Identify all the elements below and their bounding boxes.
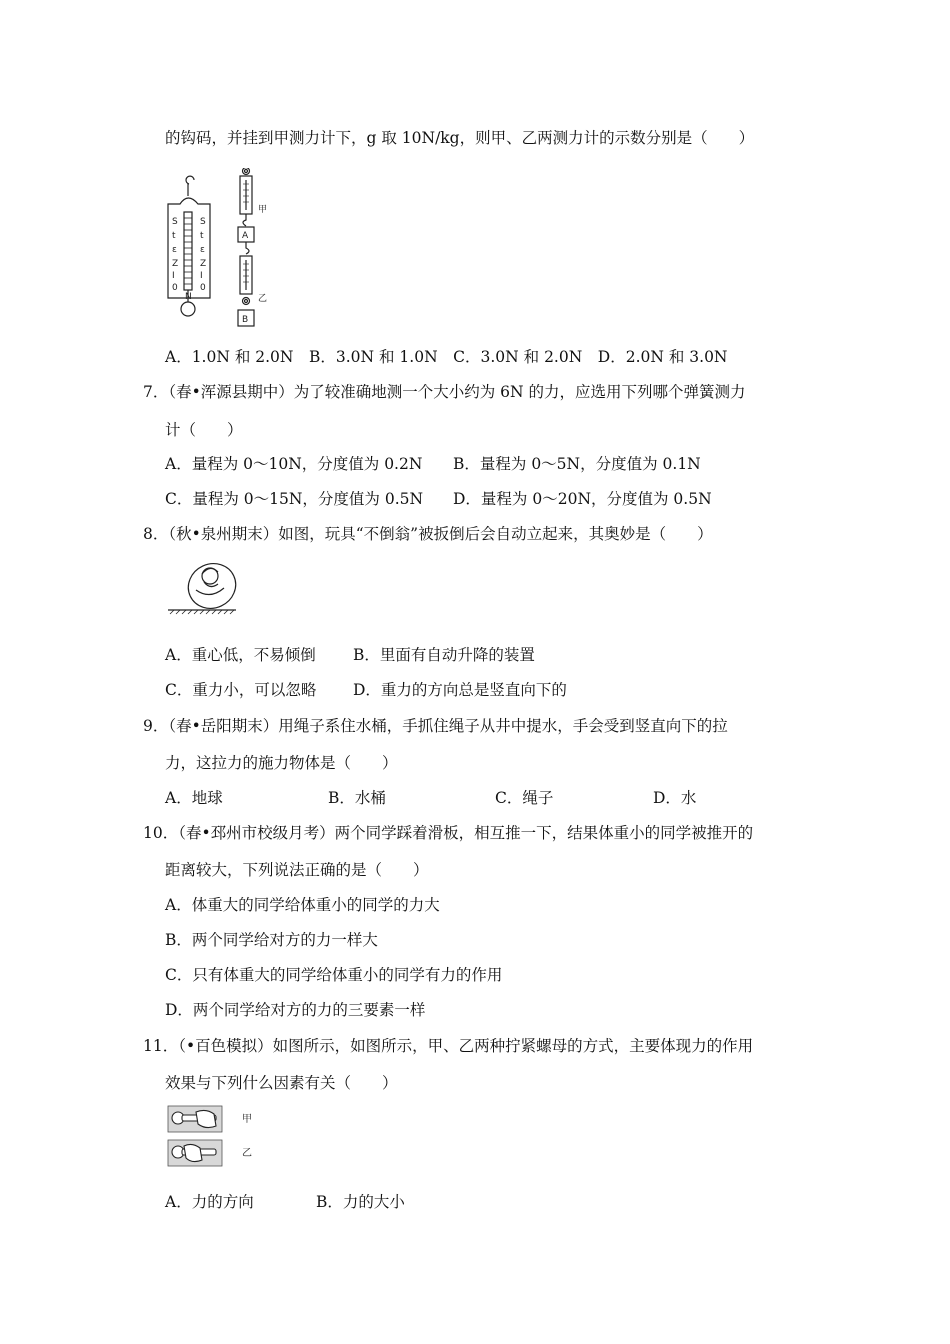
svg-text:S: S — [200, 217, 206, 227]
q11-option-b: B．力的大小 — [316, 1193, 405, 1211]
q9-line1: 9．（春•岳阳期末）用绳子系住水桶，手抓住绳子从井中提水，手会受到竖直向下的拉 — [143, 717, 728, 735]
spring-scale-svg — [162, 168, 282, 328]
q9-option-c: C．绳子 — [495, 789, 554, 807]
svg-text:I: I — [172, 271, 175, 281]
scale-yi-label: 乙 — [258, 294, 268, 304]
q7-option-d: D．量程为 0～20N，分度值为 0.5N — [453, 490, 712, 508]
q9-option-a: A．地球 — [165, 789, 223, 807]
scale-zero-label: 0 — [172, 283, 178, 293]
q7-option-b: B．量程为 0～5N，分度值为 0.1N — [453, 455, 701, 473]
svg-text:ε: ε — [172, 245, 177, 255]
q10-option-b: B．两个同学给对方的力一样大 — [165, 931, 378, 949]
scale-jia-label: 甲 — [258, 205, 268, 215]
q9-option-d: D．水 — [653, 789, 697, 807]
svg-text:t: t — [200, 231, 204, 241]
q7-line2: 计（ ） — [165, 421, 243, 439]
weight-a-label: A — [242, 231, 249, 241]
spring-scale-figure — [162, 168, 282, 328]
svg-text:Z: Z — [172, 259, 179, 269]
svg-text:S: S — [172, 217, 178, 227]
q10-option-d: D．两个同学给对方的力的三要素一样 — [165, 1001, 426, 1019]
svg-text:I: I — [200, 271, 203, 281]
wrench-svg — [166, 1104, 266, 1170]
q10-line2: 距离较大，下列说法正确的是（ ） — [165, 861, 429, 879]
q7-option-c: C．量程为 0～15N，分度值为 0.5N — [165, 490, 424, 508]
wrench-figure — [166, 1104, 266, 1170]
q10-option-c: C．只有体重大的同学给体重小的同学有力的作用 — [165, 966, 503, 984]
q8-line1: 8．（秋•泉州期末）如图，玩具“不倒翁”被扳倒后会自动立起来，其奥妙是（ ） — [143, 525, 713, 543]
q6-text: 的钩码，并挂到甲测力计下，g 取 10N/kg，则甲、乙两测力计的示数分别是（ ） — [165, 129, 755, 147]
wrench-jia-label: 甲 — [242, 1114, 252, 1125]
q6-options: A．1.0N 和 2.0N B．3.0N 和 1.0N C．3.0N 和 2.0N D．2.0N 和 3.0N — [165, 348, 728, 366]
q8-option-d: D．重力的方向总是竖直向下的 — [353, 681, 567, 699]
q10-line1: 10．（春•邳州市校级月考）两个同学踩着滑板，相互推一下，结果体重小的同学被推开的 — [143, 824, 754, 842]
q11-line1: 11．（•百色模拟）如图所示，如图所示，甲、乙两种拧紧螺母的方式，主要体现力的作用 — [143, 1037, 754, 1055]
q9-line2: 力，这拉力的施力物体是（ ） — [165, 754, 398, 772]
wrench-yi-label: 乙 — [242, 1148, 252, 1159]
svg-text:Z: Z — [200, 259, 207, 269]
q8-option-b: B．里面有自动升降的装置 — [353, 646, 535, 664]
q8-option-c: C．重力小，可以忽略 — [165, 681, 317, 699]
q7-option-a: A．量程为 0～10N，分度值为 0.2N — [165, 455, 423, 473]
q9-option-b: B．水桶 — [328, 789, 386, 807]
q10-option-a: A．体重大的同学给体重小的同学的力大 — [165, 896, 440, 914]
tumbler-svg — [166, 560, 244, 620]
svg-text:t: t — [172, 231, 176, 241]
q7-line1: 7．（春•浑源县期中）为了较准确地测一个大小约为 6N 的力，应选用下列哪个弹簧测力 — [143, 383, 746, 401]
scale-n-label: N — [185, 292, 192, 302]
svg-text:0: 0 — [200, 283, 206, 293]
weight-b-label: B — [242, 315, 249, 325]
q8-option-a: A．重心低，不易倾倒 — [165, 646, 316, 664]
tumbler-figure — [166, 560, 244, 620]
q11-line2: 效果与下列什么因素有关（ ） — [165, 1074, 398, 1092]
q11-option-a: A．力的方向 — [165, 1193, 254, 1211]
svg-text:ε: ε — [200, 245, 205, 255]
